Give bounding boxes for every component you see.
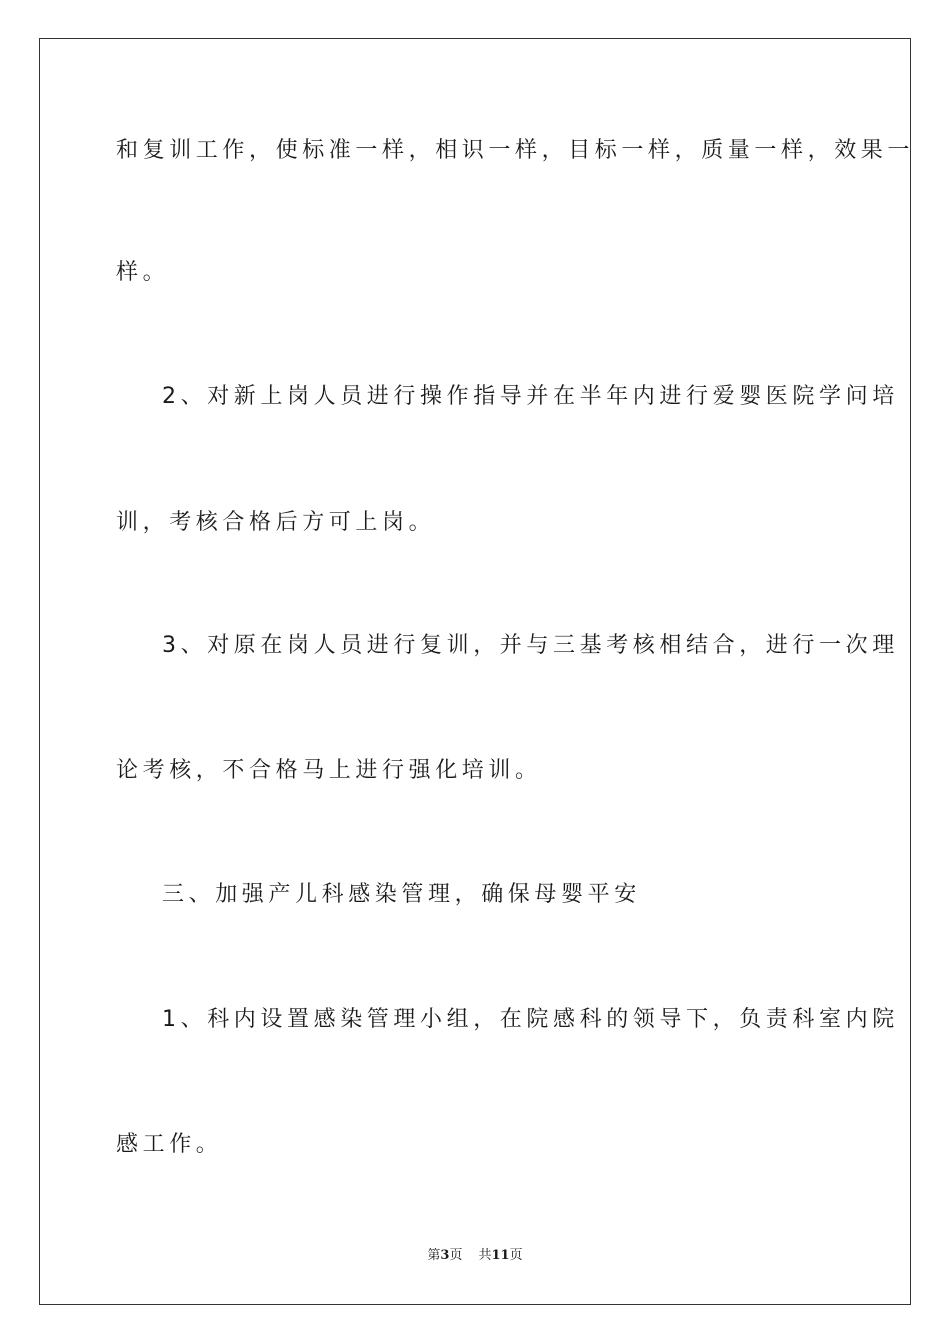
footer-page-suffix: 页 — [449, 1248, 463, 1263]
section-heading: 三、加强产儿科感染管理，确保母婴平安 — [162, 882, 641, 907]
body-line-8: 1、科内设置感染管理小组，在院感科的领导下，负责科室内院 — [162, 1007, 899, 1032]
body-line-6: 论考核，不合格马上进行强化培训。 — [116, 758, 542, 783]
footer-page-prefix: 第 — [427, 1248, 441, 1263]
footer-total-suffix: 页 — [509, 1248, 523, 1263]
body-line-1: 和复训工作，使标准一样，相识一样，目标一样，质量一样，效果一 — [116, 138, 915, 163]
body-line-5: 3、对原在岗人员进行复训，并与三基考核相结合，进行一次理 — [162, 633, 899, 658]
body-line-3: 2、对新上岗人员进行操作指导并在半年内进行爱婴医院学问培 — [162, 384, 899, 409]
page-footer — [0, 1247, 950, 1265]
footer-page-number: 3 — [440, 1248, 450, 1263]
footer-total-number: 11 — [491, 1248, 510, 1263]
body-line-2: 样。 — [116, 260, 170, 285]
body-line-9: 感工作。 — [116, 1132, 223, 1157]
body-line-4: 训，考核合格后方可上岗。 — [116, 510, 436, 535]
footer-total-prefix: 共 — [478, 1248, 492, 1263]
page-frame — [39, 38, 911, 1305]
